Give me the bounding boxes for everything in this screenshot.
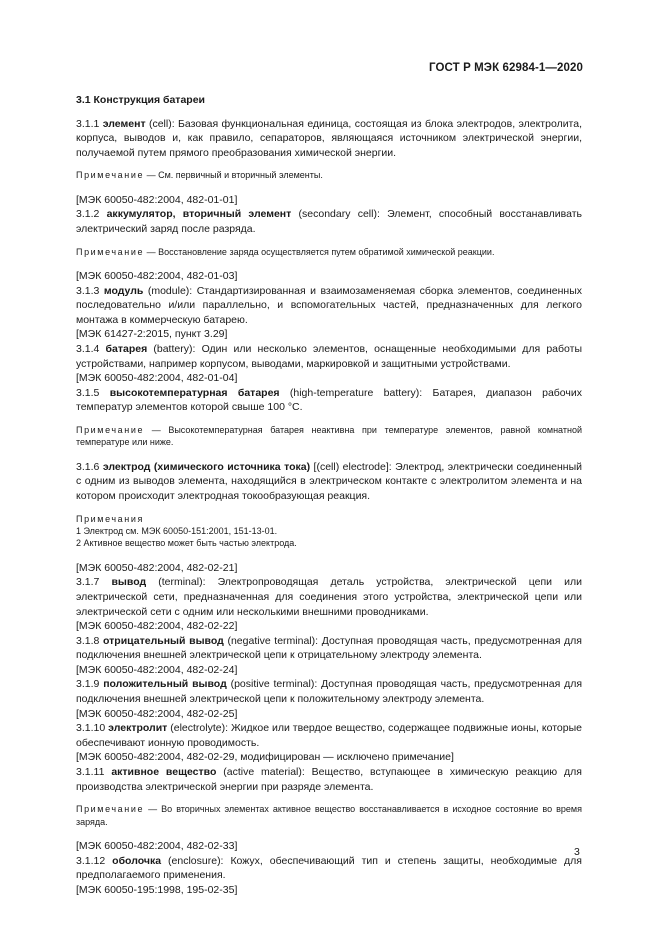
note-1: 1 Электрод см. МЭК 60050-151:2001, 151-13-01. xyxy=(76,525,278,536)
definition-3-1-5 xyxy=(76,386,582,415)
note-label: Примечание xyxy=(76,804,145,815)
reference: [МЭК 60050-482:2004, 482-02-24] xyxy=(76,663,238,676)
section-title: 3.1 Конструкция батареи xyxy=(76,94,205,106)
term: активное вещество xyxy=(111,766,217,779)
term-english: (secondary cell): xyxy=(291,208,388,221)
reference: [МЭК 60050-482:2004, 482-02-33] xyxy=(76,840,238,853)
term: электрод (химического источника тока) xyxy=(102,460,311,473)
definition-3-1-6 xyxy=(76,460,582,504)
definition-3-1-8 xyxy=(76,634,582,663)
term-definition: Один или несколько элементов, оснащенные необходимыми для работы устройствами, например корпусом, выводами, маркировкой и защитными устройствами. xyxy=(76,342,583,370)
note-text: — Восстановление заряда осуществляется путем обратимой химической реакции. xyxy=(144,246,495,257)
term: оболочка xyxy=(112,854,162,867)
note-label: Примечание xyxy=(76,246,145,257)
term-english: (terminal): xyxy=(146,576,218,589)
definition-3-1-9 xyxy=(76,677,582,706)
term-definition: Электрод, электрически соединенный с одним из выводов элемента, находящийся в электрическом контакте с электролитом элемента и на котором происходит электродная токообразующая реакция. xyxy=(76,460,582,502)
term-number: 3.1.12 xyxy=(76,854,106,867)
reference: [МЭК 60050-482:2004, 482-02-29, модифицирован — исключено примечание] xyxy=(76,751,454,764)
page-number: 3 xyxy=(574,846,580,858)
note-3-1-5 xyxy=(76,424,582,449)
note-3-1-2 xyxy=(76,246,582,258)
term-definition: Доступная проводящая часть, предусмотренная для подключения внешней электрической цепи к отрицательному электроду элемента. xyxy=(76,634,582,662)
term-number: 3.1.1 xyxy=(76,117,100,130)
definition-3-1-4 xyxy=(76,342,582,371)
note-label: Примечание xyxy=(76,424,145,435)
definition-3-1-7 xyxy=(76,575,582,619)
reference: [МЭК 61427-2:2015, пункт 3.29] xyxy=(76,328,228,341)
term: вывод xyxy=(111,576,147,589)
term-number: 3.1.11 xyxy=(76,766,105,779)
term-definition: Жидкое или твердое вещество, содержащее подвижные ионы, которые обеспечивают ионную проводимость. xyxy=(76,722,582,749)
definition-3-1-2 xyxy=(76,207,582,236)
term-number: 3.1.3 xyxy=(76,284,100,297)
term-english: (high-temperature battery): xyxy=(279,386,433,399)
reference: [МЭК 60050-482:2004, 482-02-21] xyxy=(76,561,238,574)
term-english: (electrolyte): xyxy=(167,722,231,735)
term: высокотемпературная батарея xyxy=(109,386,280,399)
reference: [МЭК 60050-195:1998, 195-02-35] xyxy=(76,883,238,896)
term-english: (battery): xyxy=(147,342,202,355)
reference: [МЭК 60050-482:2004, 482-02-22] xyxy=(76,620,238,633)
note-text: — Во вторичных элементах активное вещество восстанавливается в исходное состояние во время заряда. xyxy=(76,804,582,827)
term-english: (module): xyxy=(143,284,197,297)
definition-3-1-10 xyxy=(76,721,582,750)
reference: [МЭК 60050-482:2004, 482-01-03] xyxy=(76,269,238,282)
definition-3-1-11 xyxy=(76,765,582,794)
term-number: 3.1.8 xyxy=(76,634,100,647)
term-english: (positive terminal): xyxy=(226,678,322,691)
term: модуль xyxy=(103,284,144,297)
term-number: 3.1.2 xyxy=(76,208,100,221)
term-number: 3.1.6 xyxy=(76,460,100,473)
term-english: (negative terminal): xyxy=(223,634,322,647)
term: отрицательный вывод xyxy=(103,634,224,647)
term: батарея xyxy=(105,342,148,355)
term: элемент xyxy=(102,117,146,130)
term-number: 3.1.5 xyxy=(76,386,100,399)
note-text: — См. первичный и вторичный элементы. xyxy=(144,170,323,181)
reference: [МЭК 60050-482:2004, 482-01-01] xyxy=(76,193,238,206)
term-number: 3.1.4 xyxy=(76,342,100,355)
term-definition: Электропроводящая деталь устройства, электрической цепи или электрической сети, предназначенная для соединения этого устройства, электрической цепи или электрической сети с одним или несколькими внешними проводниками. xyxy=(76,576,582,618)
note-3-1-11 xyxy=(76,803,582,828)
note-2: 2 Активное вещество может быть частью электрода. xyxy=(76,538,297,549)
term: электролит xyxy=(108,722,168,735)
term-english: (cell): xyxy=(145,117,179,130)
term: положительный вывод xyxy=(103,678,227,691)
term-number: 3.1.9 xyxy=(76,678,100,691)
term-english: (active material): xyxy=(216,766,312,779)
term-definition: Элемент, способный восстанавливать электрический заряд после разряда. xyxy=(76,208,582,235)
term-number: 3.1.7 xyxy=(76,576,100,589)
notes-label: Примечания xyxy=(76,513,144,524)
term-number: 3.1.10 xyxy=(76,722,106,735)
term: аккумулятор, вторичный элемент xyxy=(106,208,292,221)
note-text: — Высокотемпературная батарея неактивна при температуре элементов, равной комнатной температуре или ниже. xyxy=(76,424,582,448)
definition-3-1-3 xyxy=(76,284,582,328)
term-definition: Доступная проводящая часть, предусмотренная для подключения внешней электрической цепи к положительному электроду элемента. xyxy=(76,678,583,706)
reference: [МЭК 60050-482:2004, 482-01-04] xyxy=(76,372,238,385)
term-definition: Стандартизированная и взаимозаменяемая сборка элементов, соединенных последовательно и/или параллельно, и вспомогательных частей, предназначенных для легкого монтажа в коммерческую батарею. xyxy=(76,284,582,326)
term-english: (enclosure): xyxy=(161,854,231,867)
note-3-1-1 xyxy=(76,169,582,181)
note-label: Примечание xyxy=(76,170,145,181)
standard-header: ГОСТ Р МЭК 62984-1—2020 xyxy=(429,62,583,74)
definition-3-1-1 xyxy=(76,117,582,161)
reference: [МЭК 60050-482:2004, 482-02-25] xyxy=(76,707,238,720)
definition-3-1-12 xyxy=(76,854,582,883)
term-definition: Батарея, диапазон рабочих температур элементов которой свыше 100 °С. xyxy=(76,386,582,414)
term-definition: Кожух, обеспечивающий тип и степень защиты, необходимые для предполагаемого применения. xyxy=(76,854,582,882)
term-definition: Вещество, вступающее в химическую реакцию для производства электрической энергии при разряде элемента. xyxy=(76,766,582,793)
document-body xyxy=(76,93,582,897)
term-english: [(cell) electrode]: xyxy=(310,460,396,473)
term-definition: Базовая функциональная единица, состоящая из блока электродов, электролита, корпуса, выводов и, как правило, сепараторов, являющаяся источником электрической энергии, получаемой путем прямого преобразования химической энергии. xyxy=(76,117,583,159)
